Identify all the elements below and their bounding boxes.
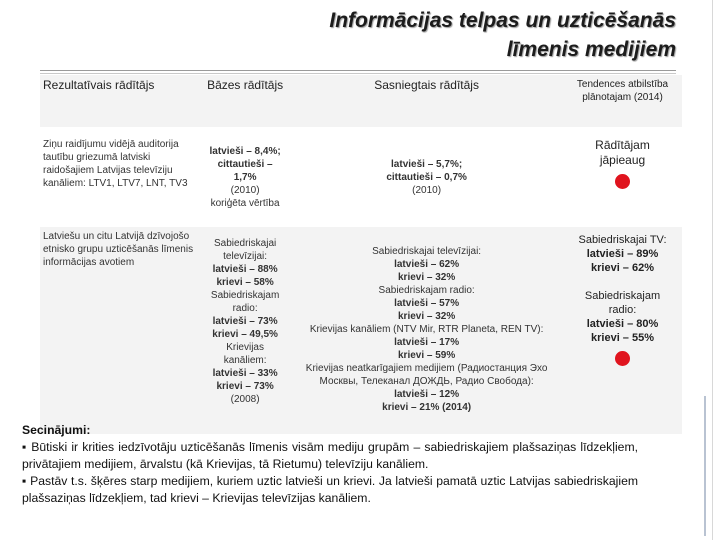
row2-base-line: radio: xyxy=(232,303,258,314)
row1-base-line: latvieši – 8,4%; xyxy=(209,145,281,157)
row2-achieved-line: Sabiedriskajam radio: xyxy=(378,285,475,296)
title-underline-shadow xyxy=(40,73,676,74)
status-dot-red-icon xyxy=(615,174,630,189)
row1-achieved-line: cittautieši – 0,7% xyxy=(386,171,467,183)
row1-achieved-line: (2010) xyxy=(412,184,442,196)
row2-trend-tv xyxy=(566,233,679,275)
row2-achieved-line: krievi – 59% xyxy=(397,350,456,361)
decorative-side-bar xyxy=(704,396,706,536)
row2-base-line: Sabiedriskajam xyxy=(210,290,280,301)
slide-edge-line xyxy=(712,0,713,540)
row2-trend xyxy=(563,227,682,434)
row2-achieved xyxy=(290,227,563,434)
row2-trend-line: latvieši – 80% xyxy=(586,318,659,330)
row1-trend xyxy=(563,135,682,219)
row2-achieved-line: latvieši – 17% xyxy=(394,337,460,348)
header-result-indicator: Rezultatīvais rādītājs xyxy=(40,75,200,127)
row2-base-line: (2008) xyxy=(230,394,260,405)
header-achieved-indicator: Sasniegtais rādītājs xyxy=(290,75,563,127)
row2-achieved-line: latvieši – 57% xyxy=(394,298,460,309)
row2-base-line: latvieši – 73% xyxy=(212,316,278,327)
row2-trend-line: krievi – 62% xyxy=(591,262,654,274)
row2-result: Latviešu un citu Latvijā dzīvojošo etnisko grupu uzticēšanās līmenis informācijas avotiem xyxy=(40,227,200,434)
header-base-indicator: Bāzes rādītājs xyxy=(200,75,290,127)
row1-base-line: cittautieši – xyxy=(217,158,273,170)
row2-achieved-line: Krievijas kanāliem (NTV Mir, RTR Planeta, REN TV): xyxy=(309,324,544,335)
row1-result: Ziņu raidījumu vidējā auditorija tautību griezumā latviski raidošajiem Latvijas televīziju kanāliem: LTV1, LTV7, LNT, TV3 xyxy=(40,135,200,219)
indicator-table xyxy=(40,75,682,434)
conclusions-block xyxy=(22,422,638,507)
row2-base-line: latvieši – 88% xyxy=(212,264,278,275)
row2-base xyxy=(200,227,290,434)
row2-achieved-line: latvieši – 12% xyxy=(394,389,460,400)
row1-achieved-line: latvieši – 5,7%; xyxy=(391,158,463,170)
row2-base-line: Krievijas xyxy=(226,342,264,353)
header-trend: Tendences atbilstība plānotajam (2014) xyxy=(563,75,682,127)
row2-trend-line: latvieši – 89% xyxy=(586,248,659,260)
row1-base xyxy=(200,135,290,219)
row2-trend-line: Sabiedriskajam xyxy=(584,290,661,302)
row1-trend-line: Rādītājam xyxy=(595,138,650,152)
table-row xyxy=(40,227,682,434)
row1-trend-line: jāpieaug xyxy=(599,153,646,167)
status-dot-red-icon xyxy=(615,351,630,366)
row2-base-line: Sabiedriskajai xyxy=(213,238,277,249)
row2-achieved-line: Sabiedriskajai televīzijai: xyxy=(372,246,482,257)
slide-title xyxy=(329,6,676,64)
row2-base-line: latvieši – 33% xyxy=(212,368,278,379)
row2-trend-radio xyxy=(566,289,679,345)
row2-achieved-line: krievi – 32% xyxy=(397,311,456,322)
row1-base-line: (2010) xyxy=(230,184,260,196)
row2-base-line: kanāliem: xyxy=(223,355,267,366)
row2-base-line: krievi – 49,5% xyxy=(212,329,278,340)
title-line-1: Informācijas telpas un uzticēšanās xyxy=(329,9,676,32)
row2-achieved-line: latvieši – 62% xyxy=(394,259,460,270)
conclusions-heading: Secinājumi: xyxy=(22,423,91,437)
row2-base-line: krievi – 73% xyxy=(216,381,274,392)
row2-achieved-line: krievi – 32% xyxy=(397,272,456,283)
conclusion-item-1: ▪ Būtiski ir krities iedzīvotāju uzticēšanās līmenis visām mediju grupām – sabiedriskajiem plašsaziņas līdzekļiem, privātajiem medijiem, ārvalstu (kā Krievijas, tā Rietumu) televīziju kanāliem. xyxy=(22,440,638,471)
row2-achieved-line: Москвы, Телеканал ДОЖДЬ, Радио Свобода): xyxy=(319,376,534,387)
row2-trend-line: Sabiedriskajai TV: xyxy=(578,234,667,246)
row2-achieved-line: Krievijas neatkarīgajiem medijiem (Радиостанция Эхо xyxy=(305,363,548,374)
title-underline xyxy=(40,70,676,71)
row2-base-line: televīzijai: xyxy=(223,251,268,262)
row2-achieved-line: krievi – 21% (2014) xyxy=(382,402,472,413)
row2-base-line: krievi – 58% xyxy=(216,277,274,288)
row2-trend-line: radio: xyxy=(608,304,637,316)
table-row xyxy=(40,135,682,219)
conclusion-item-2: ▪ Pastāv t.s. šķēres starp medijiem, kuriem uztic latvieši un krievi. Ja latvieši pamatā uztic Latvijas sabiedriskajiem plašsaziņas līdzekļiem, tad krievi – Krievijas televīzijas kanāliem. xyxy=(22,474,638,505)
row1-base-line: 1,7% xyxy=(233,171,257,183)
row1-achieved xyxy=(290,135,563,219)
table-header-row xyxy=(40,75,682,127)
row1-base-line: koriģēta vērtība xyxy=(210,197,280,209)
row2-trend-line: krievi – 55% xyxy=(591,332,654,344)
title-line-2: līmenis medijiem xyxy=(506,38,676,61)
